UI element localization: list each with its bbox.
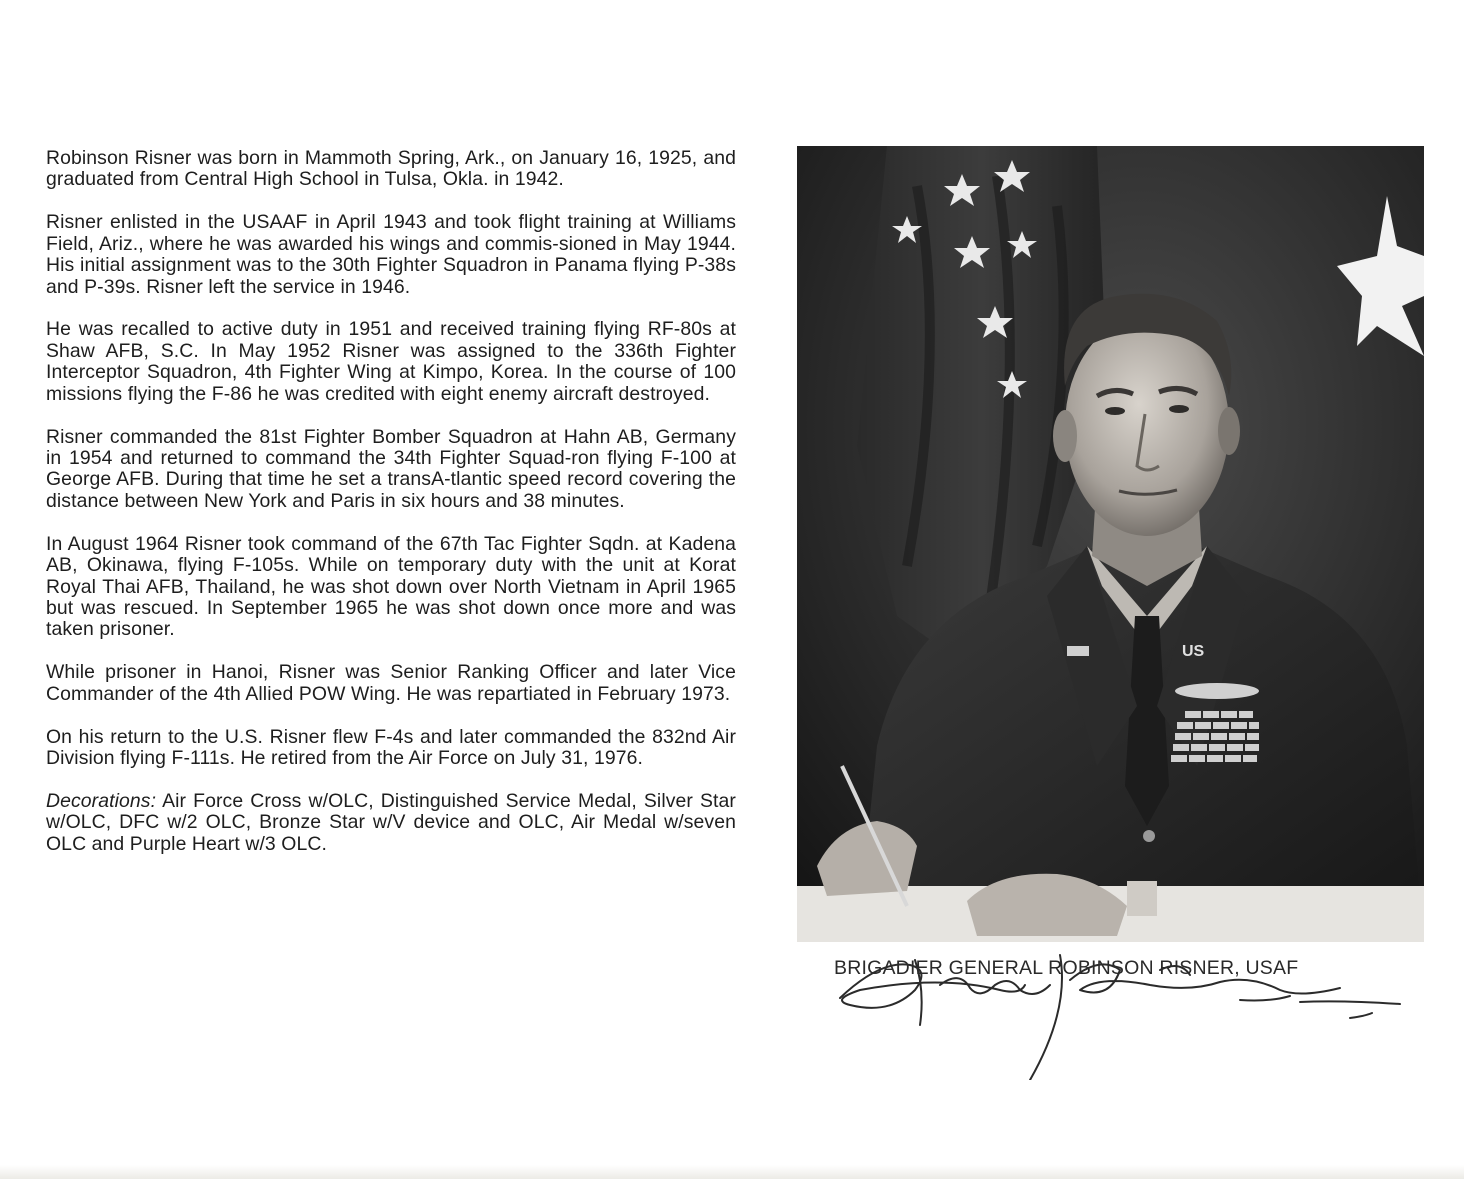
uniform-badge-text: US bbox=[1182, 643, 1205, 660]
biography-text bbox=[46, 148, 736, 877]
pilot-wings bbox=[1175, 683, 1259, 699]
page-bottom-edge bbox=[0, 1165, 1464, 1179]
bio-paragraph-germany: Risner commanded the 81st Fighter Bomber Squadron at Hahn AB, Germany in 1954 and returned to command the 34th Fighter Squad-ron flying F-100 at George AFB. During that time he set a transA-tlantic speed record covering the distance between New York and Paris in six hours and 38 minutes. bbox=[46, 425, 736, 512]
portrait-illustration bbox=[797, 146, 1424, 942]
portrait-photo bbox=[797, 146, 1424, 942]
bio-paragraph-retirement: On his return to the U.S. Risner flew F-4s and later commanded the 832nd Air Division flying F-111s. He retired from the Air Force on July 31, 1976. bbox=[46, 725, 736, 769]
handwritten-signature bbox=[820, 930, 1420, 1080]
ear-right bbox=[1218, 407, 1240, 455]
bio-paragraph-enlistment: Risner enlisted in the USAAF in April 1943 and took flight training at Williams Field, Ariz., where he was awarded his wings and commis-sioned in May 1944. His initial assignment was to the 30th Fighter Squadron in Panama flying P-38s and P-39s. Risner left the service in 1946. bbox=[46, 211, 736, 298]
eye-left bbox=[1105, 407, 1125, 415]
ear-left bbox=[1053, 410, 1077, 462]
decorations-list: Air Force Cross w/OLC, Distinguished Service Medal, Silver Star w/OLC, DFC w/2 OLC, Bronze Star w/V device and OLC, Air Medal w/seven OLC and Purple Heart w/3 OLC. bbox=[46, 789, 736, 855]
decorations-label: Decorations: bbox=[46, 789, 157, 812]
portrait-caption: BRIGADIER GENERAL ROBINSON RISNER, USAF bbox=[834, 957, 1299, 979]
shirt-cuff bbox=[1127, 881, 1157, 916]
bio-paragraph-decorations bbox=[46, 791, 736, 855]
bio-paragraph-korea: He was recalled to active duty in 1951 and received training flying RF-80s at Shaw AFB, S.C. In May 1952 Risner was assigned to the 336th Fighter Interceptor Squadron, 4th Fighter Wing at Kimpo, Korea. In the course of 100 missions flying the F-86 he was credited with eight enemy aircraft destroyed. bbox=[46, 318, 736, 405]
bio-paragraph-prisoner: While prisoner in Hanoi, Risner was Senior Ranking Officer and later Vice Commander of the 4th Allied POW Wing. He was repartiated in February 1973. bbox=[46, 661, 736, 705]
bio-paragraph-birth: Robinson Risner was born in Mammoth Spring, Ark., on January 16, 1925, and graduated from Central High School in Tulsa, Okla. in 1942. bbox=[46, 147, 736, 191]
eye-right bbox=[1169, 405, 1189, 413]
bio-paragraph-vietnam: In August 1964 Risner took command of the 67th Tac Fighter Sqdn. at Kadena AB, Okinawa, flying F-105s. While on temporary duty with the unit at Korat Royal Thai AFB, Thailand, he was shot down over North Vietnam in April 1965 but was rescued. In September 1965 he was shot down once more and was taken prisoner. bbox=[46, 532, 736, 641]
collar-insignia bbox=[1067, 646, 1089, 656]
